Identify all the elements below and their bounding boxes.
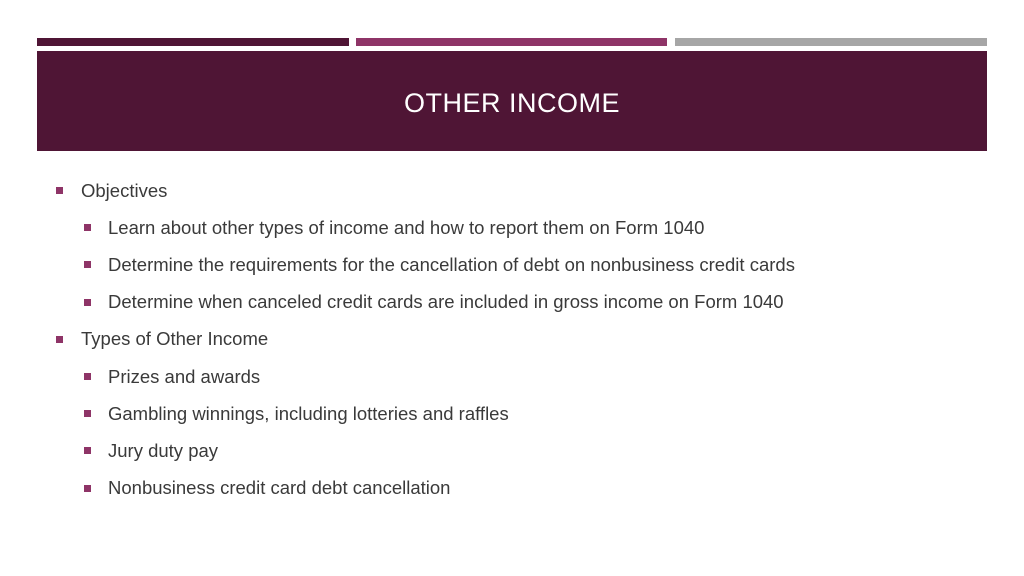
list-item-text: Types of Other Income	[81, 328, 269, 350]
list-item-text: Prizes and awards	[108, 365, 261, 387]
list-item	[56, 395, 996, 432]
square-bullet-icon	[84, 410, 91, 417]
list-item	[56, 246, 996, 283]
list-item-text: Nonbusiness credit card debt cancellation	[108, 477, 451, 499]
square-bullet-icon	[84, 299, 91, 306]
bullet-list	[56, 172, 996, 507]
title-banner	[37, 51, 987, 151]
list-item	[56, 321, 996, 358]
slide-title: OTHER INCOME	[403, 87, 620, 118]
slide-body	[56, 172, 996, 507]
square-bullet-icon	[84, 224, 91, 231]
square-bullet-icon	[84, 485, 91, 492]
square-bullet-icon	[84, 373, 91, 380]
accent-stripe-magenta	[356, 38, 667, 46]
list-item	[56, 284, 996, 321]
list-item	[56, 470, 996, 507]
list-item	[56, 209, 996, 246]
square-bullet-icon	[84, 261, 91, 268]
list-item-text: Determine the requirements for the cancellation of debt on nonbusiness credit cards	[108, 253, 795, 275]
list-item	[56, 358, 996, 395]
list-item-text: Learn about other types of income and how to report them on Form 1040	[108, 216, 705, 238]
accent-stripe-gray	[675, 38, 987, 46]
square-bullet-icon	[56, 187, 63, 194]
list-item-text: Objectives	[81, 179, 168, 201]
square-bullet-icon	[84, 447, 91, 454]
accent-stripe-dark	[37, 38, 349, 46]
list-item-text: Jury duty pay	[108, 439, 219, 461]
list-item-text: Gambling winnings, including lotteries and raffles	[108, 402, 509, 424]
list-item-text: Determine when canceled credit cards are included in gross income on Form 1040	[108, 291, 784, 313]
square-bullet-icon	[56, 336, 63, 343]
list-item	[56, 432, 996, 469]
list-item	[56, 172, 996, 209]
